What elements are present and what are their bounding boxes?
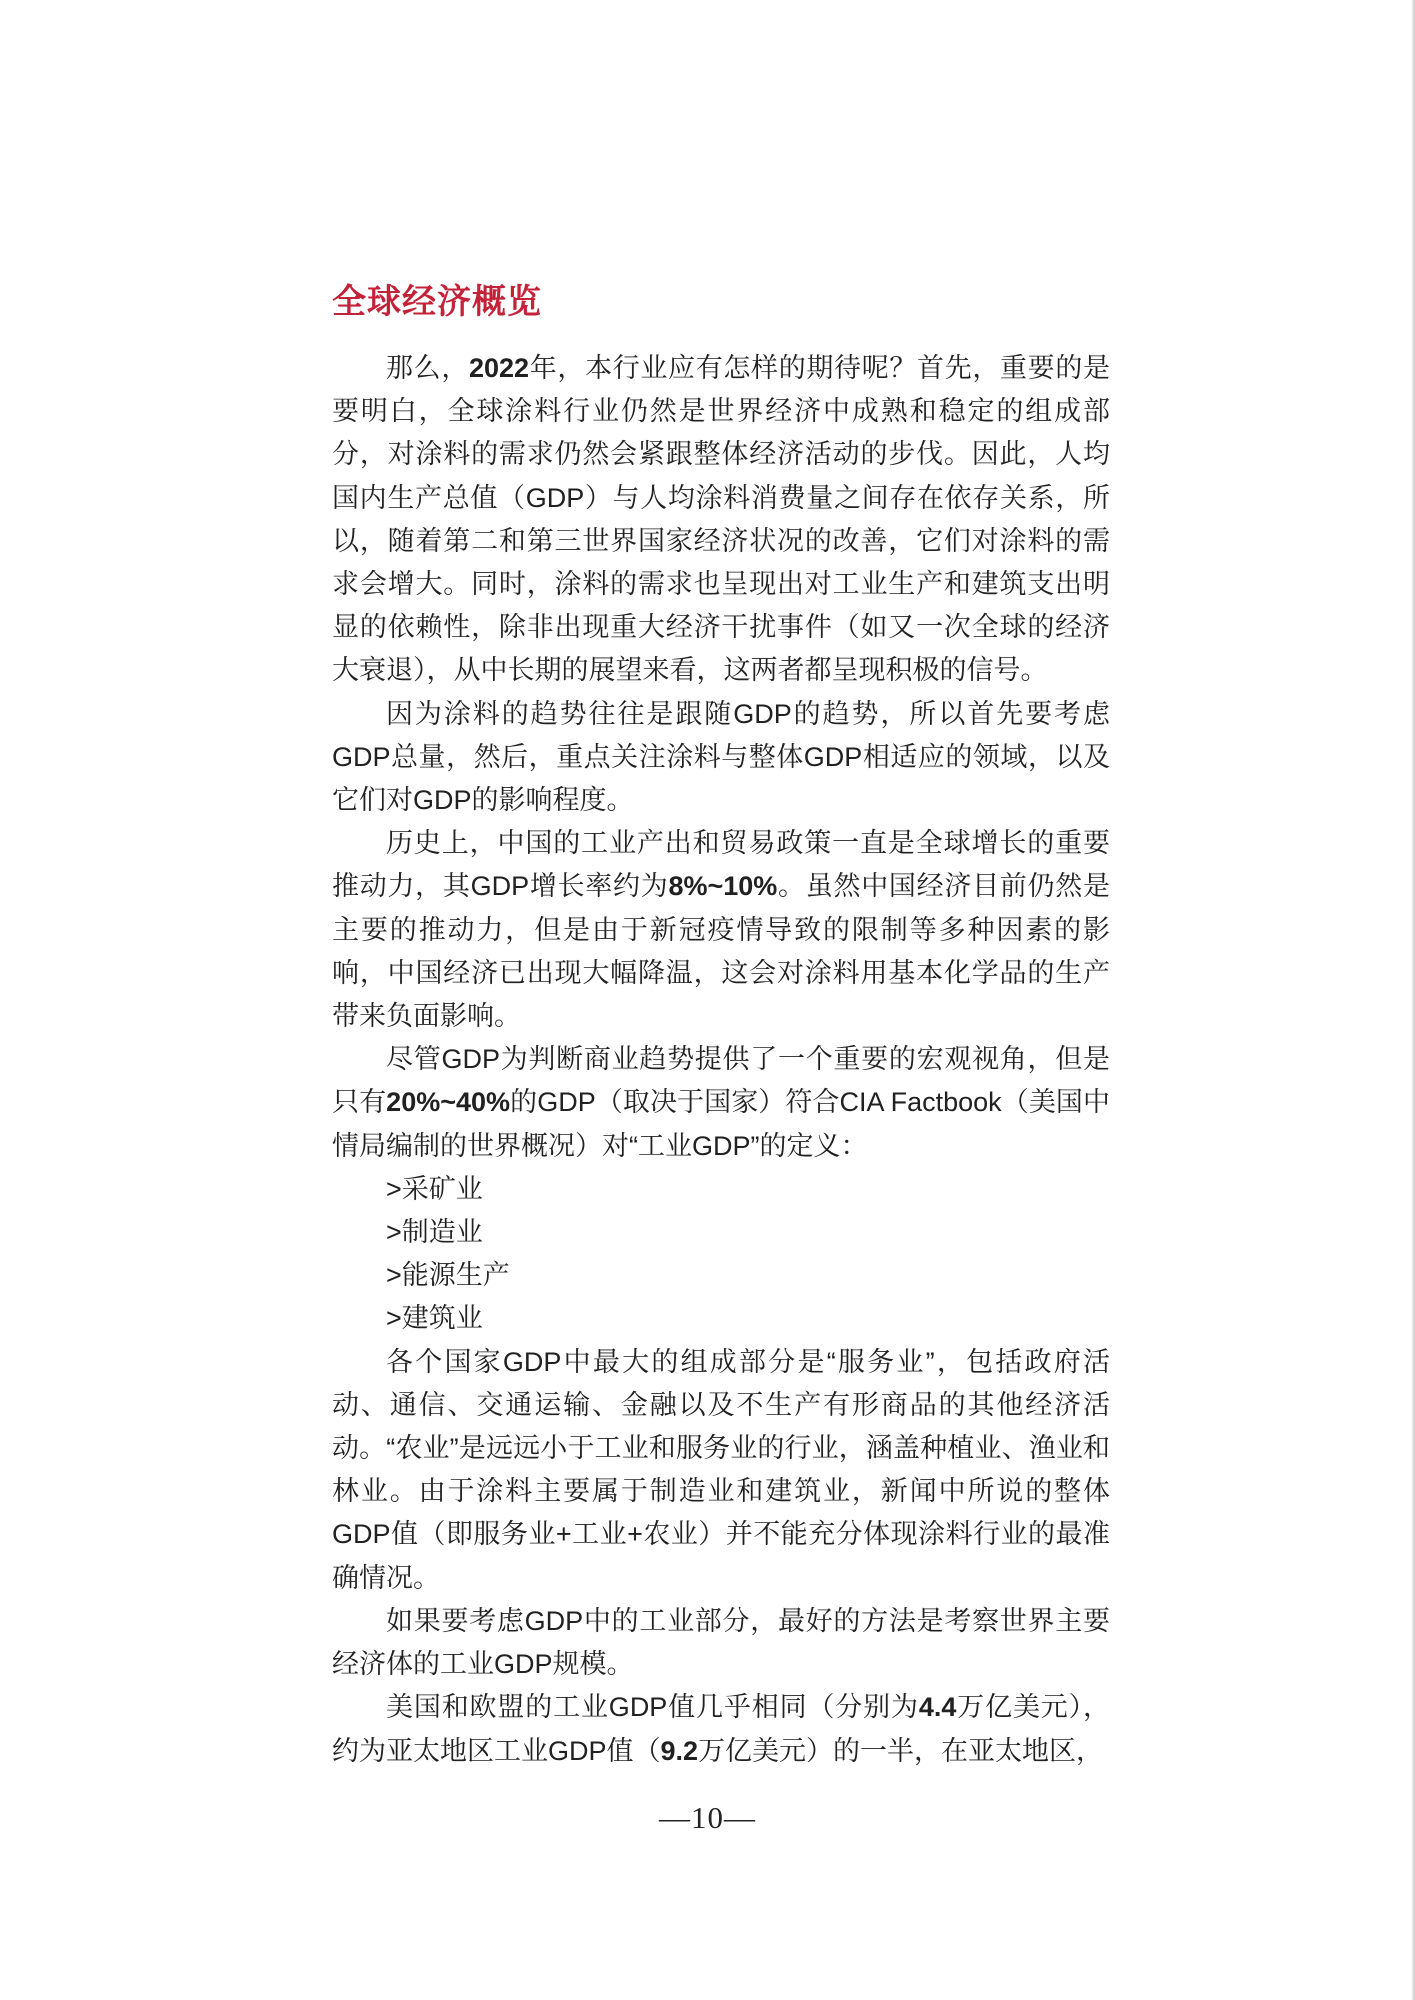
text-segment: 各个国家GDP中最大的组成部分是“服务业”，包括政府活动、通信、交通运输、金融以及不生产有形商品的其他经济活动。“农业”是远远小于工业和服务业的行业，涵盖种植业、渔业和林业。由于涂料主要属于制造业和建筑业，新闻中所说的整体GDP值（即服务业+工业+农业）并不能充分体现涂料行业的最准确情况。: [332, 1346, 1110, 1593]
paragraph: [332, 347, 1110, 693]
text-segment: 那么，: [386, 353, 469, 383]
paragraph: [332, 1600, 1110, 1686]
text-segment: 。虽然中国经济目前仍然是主要的推动力，但是由于新冠疫情导致的限制等多种因素的影响，中国经济已出现大幅降温，这会对涂料用基本化学品的生产带来负面影响。: [332, 871, 1110, 1032]
page-edge-shadow: [1411, 0, 1415, 2000]
text-segment: 因为涂料的趋势往往是跟随GDP的趋势，所以首先要考虑GDP总量，然后，重点关注涂料与整体GDP相适应的领域，以及它们对GDP的影响程度。: [332, 698, 1110, 816]
paragraph: [332, 1038, 1110, 1168]
body-text: [332, 347, 1110, 1773]
definition-list-item: [332, 1211, 1110, 1254]
text-segment: 4.4: [918, 1692, 957, 1723]
paragraph: [332, 822, 1110, 1038]
text-segment: 20%~40%: [386, 1087, 511, 1118]
page-number: —10—: [659, 1800, 756, 1835]
paragraph: [332, 693, 1110, 823]
text-segment: 尽管GDP为判断商业趋势提供了一个重要的宏观视角，但是只有: [332, 1044, 1110, 1118]
paragraph: [332, 1686, 1110, 1772]
text-segment: 万亿美元），约为亚太地区工业GDP值（: [332, 1692, 1110, 1766]
text-segment: 万亿美元）的一半，在亚太地区，: [698, 1735, 1104, 1766]
text-segment: 8%~10%: [668, 871, 778, 902]
definition-list-item: [332, 1168, 1110, 1211]
text-segment: >建筑业: [386, 1303, 483, 1334]
paragraph: [332, 1341, 1110, 1600]
text-segment: 的GDP（取决于国家）符合CIA Factbook（美国中情局编制的世界概况）对“工业GDP”的定义：: [332, 1087, 1111, 1161]
text-segment: 年，本行业应有怎样的期待呢？首先，重要的是要明白，全球涂料行业仍然是世界经济中成熟和稳定的组成部分，对涂料的需求仍然会紧跟整体经济活动的步伐。因此，人均国内生产总值（GDP）与人均涂料消费量之间存在依存关系，所以，随着第二和第三世界国家经济状况的改善，它们对涂料的需求会增大。同时，涂料的需求也呈现出对工业生产和建筑支出明显的依赖性，除非出现重大经济干扰事件（如又一次全球的经济大衰退），从中长期的展望来看，这两者都呈现积极的信号。: [332, 353, 1111, 686]
definition-list-item: [332, 1254, 1110, 1297]
text-segment: >能源生产: [386, 1260, 510, 1291]
text-segment: 历史上，中国的工业产出和贸易政策一直是全球增长的重要推动力，其GDP增长率约为: [332, 828, 1110, 902]
definition-list-item: [332, 1297, 1110, 1340]
text-segment: 9.2: [660, 1735, 699, 1766]
text-segment: 2022: [469, 353, 530, 383]
section-heading: 全球经济概览: [332, 282, 542, 321]
text-segment: 如果要考虑GDP中的工业部分，最好的方法是考察世界主要经济体的工业GDP规模。: [332, 1605, 1110, 1680]
text-segment: >制造业: [386, 1217, 483, 1248]
text-segment: >采矿业: [386, 1173, 483, 1204]
text-segment: 美国和欧盟的工业GDP值几乎相同（分别为: [386, 1692, 919, 1723]
